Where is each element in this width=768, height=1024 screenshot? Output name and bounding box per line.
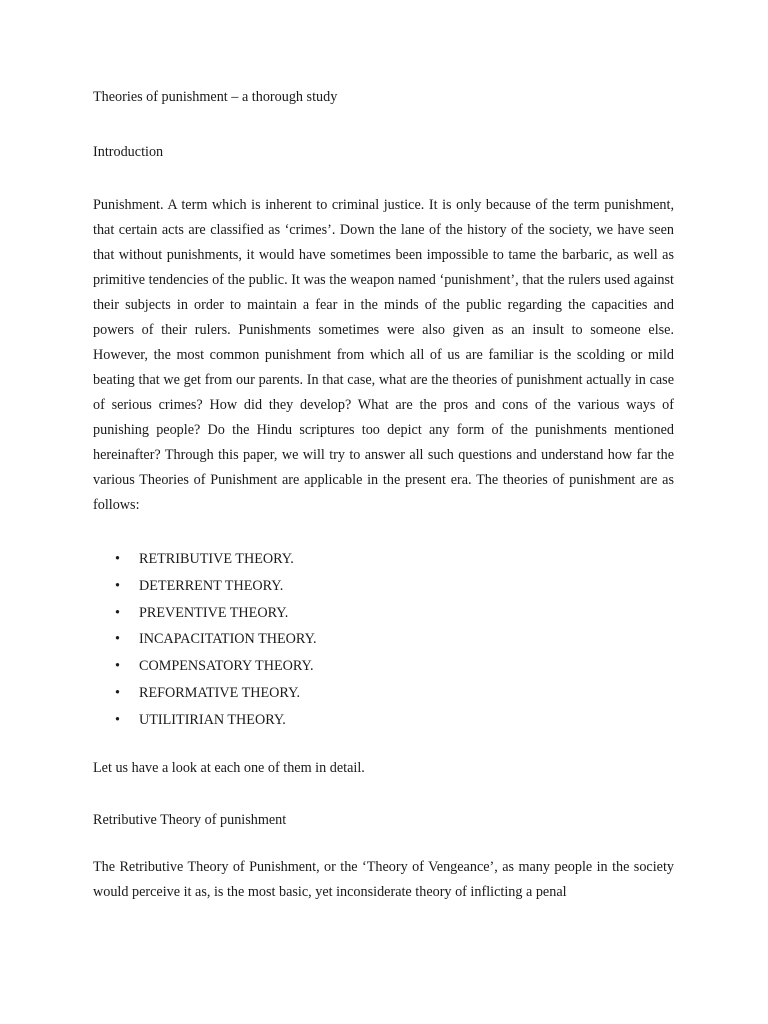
list-item <box>93 653 674 680</box>
list-item <box>93 707 674 734</box>
list-item-label: COMPENSATORY THEORY. <box>139 658 314 675</box>
list-item-label: INCAPACITATION THEORY. <box>139 631 317 648</box>
introduction-heading: Introduction <box>93 144 164 160</box>
list-item <box>93 573 674 600</box>
bullet-icon: • <box>115 631 120 648</box>
bullet-icon: • <box>115 658 120 675</box>
list-item-label: RETRIBUTIVE THEORY. <box>139 551 294 567</box>
bullet-icon: • <box>115 551 120 567</box>
list-item-label: PREVENTIVE THEORY. <box>139 604 289 621</box>
bullet-icon: • <box>115 711 120 728</box>
retributive-heading: Retributive Theory of punishment <box>93 811 287 828</box>
list-item <box>93 626 674 653</box>
list-item <box>93 546 674 573</box>
list-item <box>93 680 674 707</box>
introduction-paragraph: Punishment. A term which is inherent to criminal justice. It is only because of the term punishment, that certain acts are classified as ‘crimes’. Down the lane of the history of the society, we have seen that without punishments, it would have sometimes been impossible to tame the barbaric, as well as primitive tendencies of the public. It was the weapon named ‘punishment’, that the rulers used against their subjects in order to maintain a fear in the minds of the public regarding the capacities and powers of their rulers. Punishments sometimes were also given as an insult to someone else. However, the most common punishment from which all of us are familiar is the scolding or mild beating that we get from our parents. In that case, what are the theories of punishment actually in case of serious crimes? How did they develop? What are the pros and cons of the various ways of punishing people? Do the Hindu scriptures too depict any form of the punishments mentioned hereinafter? Through this paper, we will try to answer all such questions and understand how far the various Theories of Punishment are applicable in the present era. The theories of punishment are as follows: <box>93 197 674 513</box>
theories-list <box>93 546 674 734</box>
bullet-icon: • <box>115 604 120 621</box>
retributive-paragraph: The Retributive Theory of Punishment, or the ‘Theory of Vengeance’, as many people in the society would perceive it as, is the most basic, yet inconsiderate theory of inflicting a penal <box>93 858 674 900</box>
list-item <box>93 600 674 627</box>
document-page <box>93 86 674 905</box>
list-item-label: REFORMATIVE THEORY. <box>139 684 301 701</box>
document-title: Theories of punishment – a thorough study <box>93 89 338 105</box>
transition-paragraph: Let us have a look at each one of them in detail. <box>93 759 365 776</box>
bullet-icon: • <box>115 577 120 594</box>
list-item-label: DETERRENT THEORY. <box>139 577 284 594</box>
list-item-label: UTILITIRIAN THEORY. <box>139 711 286 728</box>
bullet-icon: • <box>115 684 120 701</box>
